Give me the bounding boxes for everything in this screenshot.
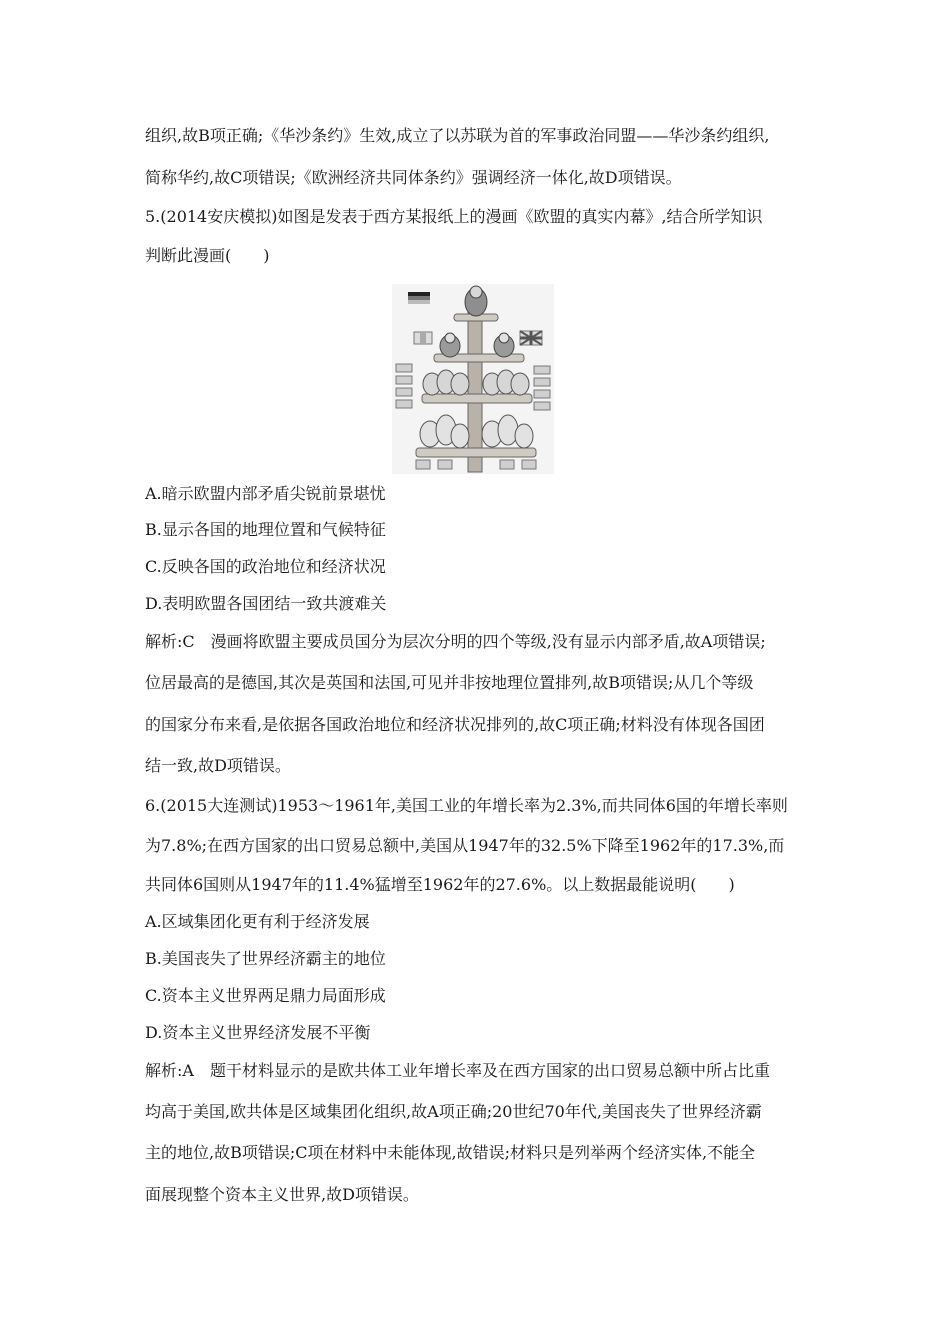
q5-analysis-line-1: 解析:C 漫画将欧盟主要成员国分为层次分明的四个等级,没有显示内部矛盾,故A项错误; [145,632,766,651]
q5-option-c: C.反映各国的政治地位和经济状况 [145,557,386,576]
q5-stem-line-1: 5.(2014安庆模拟)如图是发表于西方某报纸上的漫画《欧盟的真实内幕》,结合所学知识 [145,207,763,226]
q4-analysis-line-1: 组织,故B项正确;《华沙条约》生效,成立了以苏联为首的军事政治同盟——华沙条约组织, [145,126,770,145]
q4-analysis-line-2: 简称华约,故C项错误;《欧洲经济共同体条约》强调经济一体化,故D项错误。 [145,168,682,187]
q6-analysis-line-4: 面展现整个资本主义世界,故D项错误。 [145,1185,419,1204]
q6-analysis-line-1: 解析:A 题干材料显示的是欧共体工业年增长率及在西方国家的出口贸易总额中所占比重 [145,1061,770,1080]
q6-stem-line-2: 为7.8%;在西方国家的出口贸易总额中,美国从1947年的32.5%下降至1962年的17.3%,而 [145,836,785,855]
q5-stem-line-2: 判断此漫画( ) [145,246,270,265]
eu-cartoon-illustration [392,284,554,474]
q6-option-c: C.资本主义世界两足鼎力局面形成 [145,986,386,1005]
q6-option-a: A.区域集团化更有利于经济发展 [145,912,370,931]
q6-option-b: B.美国丧失了世界经济霸主的地位 [145,949,386,968]
q6-stem-line-3: 共同体6国则从1947年的11.4%猛增至1962年的27.6%。以上数据最能说明( ) [145,875,735,894]
q5-analysis-line-4: 结一致,故D项错误。 [145,756,291,775]
q5-option-a: A.暗示欧盟内部矛盾尖锐前景堪忧 [145,484,386,503]
q6-analysis-line-3: 主的地位,故B项错误;C项在材料中未能体现,故错误;材料只是列举两个经济实体,不能全 [145,1143,756,1162]
q6-option-d: D.资本主义世界经济发展不平衡 [145,1023,371,1042]
q6-stem-line-1: 6.(2015大连测试)1953～1961年,美国工业的年增长率为2.3%,而共同体6国的年增长率则 [145,796,788,815]
q5-analysis-line-2: 位居最高的是德国,其次是英国和法国,可见并非按地理位置排列,故B项错误;从几个等级 [145,673,754,692]
q5-option-b: B.显示各国的地理位置和气候特征 [145,520,386,539]
q5-option-d: D.表明欧盟各国团结一致共渡难关 [145,594,387,613]
q6-analysis-line-2: 均高于美国,欧共体是区域集团化组织,故A项正确;20世纪70年代,美国丧失了世界经济霸 [145,1102,762,1121]
q5-analysis-line-3: 的国家分布来看,是依据各国政治地位和经济状况排列的,故C项正确;材料没有体现各国团 [145,715,765,734]
flag-top [408,292,430,304]
